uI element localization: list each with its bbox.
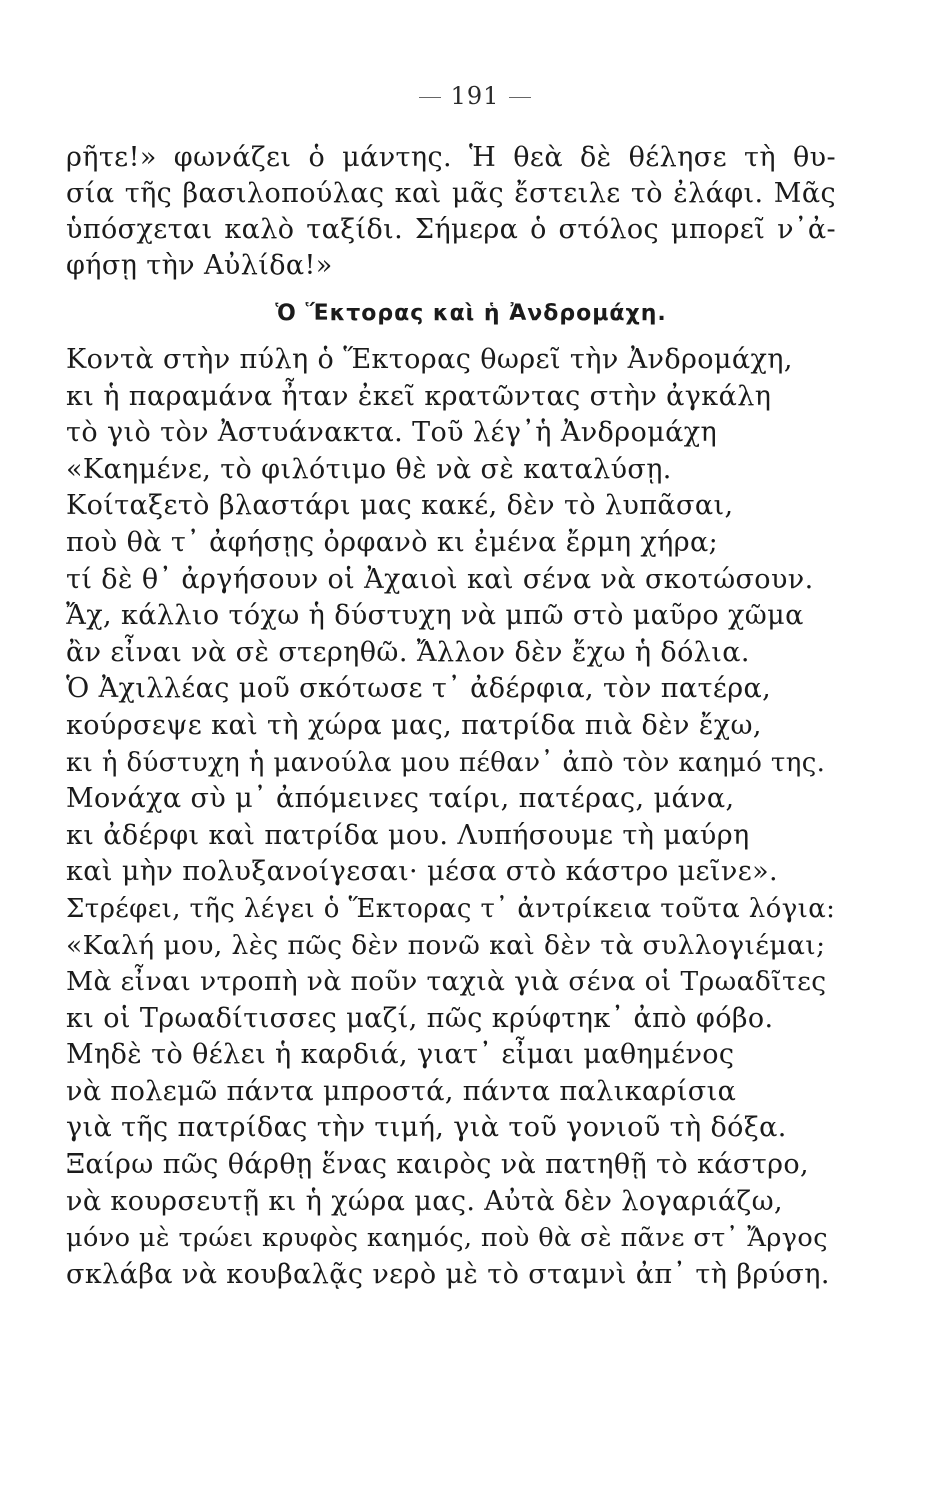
poem-line: Στρέφει, τῆς λέγει ὁ Ἕκτορας τ᾽ ἀντρίκεια τοῦτα λόγια: <box>66 893 836 924</box>
poem-line: κι οἱ Τρωαδίτισσες μαζί, πῶς κρύφτηκ᾽ ἀπὸ φόβο. <box>66 1002 774 1034</box>
poem-line: Μηδὲ τὸ θέλει ἡ καρδιά, γιατ᾽ εἶμαι μαθημένος <box>66 1039 735 1071</box>
body-text <box>66 140 836 1293</box>
poem-line: μόνο μὲ τρώει κρυφὸς καημός, ποὺ θὰ σὲ πᾶνε στ᾽ Ἄργος <box>66 1223 828 1254</box>
intro-paragraph <box>66 140 836 284</box>
poem-line: «Καημένε, τὸ φιλότιμο θὲ νὰ σὲ καταλύσῃ. <box>66 453 672 485</box>
prose-line: ρῆτε!» φωνάζει ὁ μάντης. Ἡ θεὰ δὲ θέλησε τὴ θυ- <box>66 142 836 173</box>
page-number: 191 <box>450 82 500 110</box>
poem-line: σκλάβα νὰ κουβαλᾷς νερὸ μὲ τὸ σταμνὶ ἀπ᾽ τὴ βρύση. <box>66 1258 830 1290</box>
poem-line: νὰ πολεμῶ πάντα μπροστά, πάντα παλικαρίσια <box>66 1075 737 1107</box>
poem-line: ἂν εἶναι νὰ σὲ στερηθῶ. Ἄλλον δὲν ἔχω ἡ δόλια. <box>66 636 750 668</box>
poem-line: ποὺ θὰ τ᾽ ἀφήσῃς ὀρφανὸ κι ἐμένα ἔρμη χήρα; <box>66 526 719 558</box>
poem-line: καὶ μὴν πολυξανοίγεσαι· μέσα στὸ κάστρο μεῖνε». <box>66 856 779 888</box>
left-dash-ornament <box>419 97 441 98</box>
poem-line: Μὰ εἶναι ντροπὴ νὰ ποῦν ταχιὰ γιὰ σένα οἱ Τρωαδῖτες <box>66 966 827 998</box>
poem-line: νὰ κουρσευτῇ κι ἡ χώρα μας. Αὐτὰ δὲν λογαριάζω, <box>66 1185 783 1217</box>
section-title: Ὁ Ἕκτορας καὶ ἡ Ἀνδρομάχη. <box>275 301 667 326</box>
poem-line: Ὁ Ἀχιλλέας μοῦ σκότωσε τ᾽ ἀδέρφια, τὸν πατέρα, <box>66 673 772 705</box>
poem-block <box>66 342 836 1293</box>
poem-line: κι ἀδέρφι καὶ πατρίδα μου. Λυπήσουμε τὴ μαύρη <box>66 819 750 851</box>
page-number-header <box>0 82 950 110</box>
poem-line: κι ἡ δύστυχη ἡ μανούλα μου πέθαν᾽ ἀπὸ τὸν καημό της. <box>66 747 826 778</box>
poem-line: Ἄχ, κάλλιο τόχω ἡ δύστυχη νὰ μπῶ στὸ μαῦρο χῶμα <box>66 600 804 632</box>
prose-line: φήσῃ τὴν Αὐλίδα!» <box>66 250 333 281</box>
poem-line: τί δὲ θ᾽ ἀργήσουν οἱ Ἀχαιοὶ καὶ σένα νὰ σκοτώσουν. <box>66 563 814 595</box>
right-dash-ornament <box>509 97 531 98</box>
poem-line: Κοίταξετὸ βλαστάρι μας κακέ, δὲν τὸ λυπᾶσαι, <box>66 490 734 522</box>
poem-line: κι ἡ παραμάνα ἦταν ἐκεῖ κρατῶντας στὴν ἀγκάλη <box>66 380 772 412</box>
poem-line: Κοντὰ στὴν πύλη ὁ Ἕκτορας θωρεῖ τὴν Ἀνδρομάχη, <box>66 344 793 375</box>
prose-line: ὑπόσχεται καλὸ ταξίδι. Σήμερα ὁ στόλος μπορεῖ ν᾽ἀ- <box>66 214 836 245</box>
poem-line: Μονάχα σὺ μ᾽ ἀπόμεινες ταίρι, πατέρας, μάνα, <box>66 783 735 815</box>
poem-line: γιὰ τῆς πατρίδας τὴν τιμή, γιὰ τοῦ γονιοῦ τὴ δόξα. <box>66 1112 787 1144</box>
prose-line: σία τῆς βασιλοπούλας καὶ μᾶς ἔστειλε τὸ ἐλάφι. Μᾶς <box>66 178 836 209</box>
poem-line: τὸ γιὸ τὸν Ἀστυάνακτα. Τοῦ λέγ᾽ἡ Ἀνδρομάχη <box>66 417 718 449</box>
poem-line: «Καλή μου, λὲς πῶς δὲν πονῶ καὶ δὲν τὰ συλλογιέμαι; <box>66 929 826 961</box>
poem-line: Ξαίρω πῶς θάρθῃ ἕνας καιρὸς νὰ πατηθῇ τὸ κάστρο, <box>66 1149 809 1181</box>
poem-line: κούρσεψε καὶ τὴ χώρα μας, πατρίδα πιὰ δὲν ἔχω, <box>66 709 762 741</box>
